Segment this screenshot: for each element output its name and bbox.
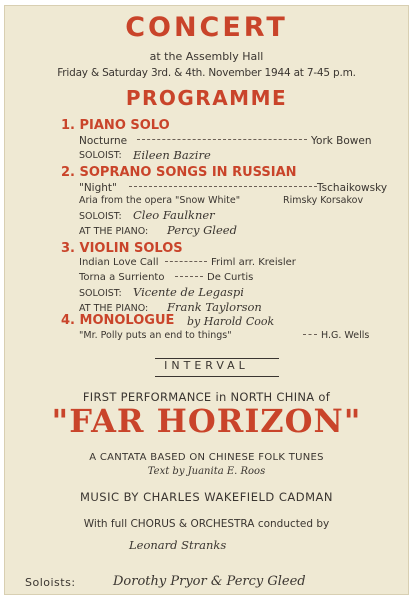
first-performance-line: FIRST PERFORMANCE in NORTH CHINA of — [82, 390, 331, 404]
work-title: "FAR HORIZON" — [51, 402, 362, 440]
item-4-heading: 4. MONOLOGUE — [61, 313, 175, 328]
item-3-composer-2: De Curtis — [207, 272, 254, 283]
item-4-by: by Harold Cook — [187, 315, 275, 328]
concert-poster — [4, 5, 409, 595]
item-1-heading: 1. PIANO SOLO — [61, 118, 170, 133]
music-by-line: MUSIC BY CHARLES WAKEFIELD CADMAN — [79, 490, 334, 504]
item-2-piece-2: Aria from the opera "Snow White" — [79, 195, 241, 206]
item-2-heading: 2. SOPRANO SONGS IN RUSSIAN — [61, 165, 297, 180]
conductor-name: Leonard Stranks — [129, 538, 227, 552]
item-4-piece: "Mr. Polly puts an end to things" — [79, 330, 232, 341]
venue-line: at the Assembly Hall — [149, 50, 264, 63]
item-1-soloist: Eileen Bazire — [133, 148, 211, 162]
leader-dots — [303, 334, 317, 335]
item-3-piece-1: Indian Love Call — [79, 257, 159, 268]
item-2-composer-1: Tschaikowsky — [317, 182, 388, 194]
programme-heading: PROGRAMME — [125, 86, 288, 110]
item-2-composer-2: Rimsky Korsakov — [283, 195, 364, 206]
item-3-soloist: Vicente de Legaspi — [133, 285, 244, 299]
item-3-heading: 3. VIOLIN SOLOS — [61, 241, 183, 256]
item-2-piece-1: "Night" — [79, 182, 117, 194]
item-2-soloist-label: SOLOIST: — [79, 211, 122, 222]
item-1-piece: Nocturne — [79, 135, 128, 147]
chorus-line: With full CHORUS & ORCHESTRA conducted by — [83, 518, 330, 530]
leader-dots — [175, 276, 203, 277]
item-3-pianist: Frank Taylorson — [167, 300, 262, 314]
item-2-piano-label: AT THE PIANO: — [79, 226, 149, 237]
leader-dots — [165, 261, 207, 262]
item-1-composer: York Bowen — [311, 135, 372, 147]
poster-title: CONCERT — [125, 12, 288, 43]
text-by-line: Text by Juanita E. Roos — [147, 466, 266, 477]
item-3-piece-2: Torna a Surriento — [79, 272, 165, 283]
item-3-composer-1: Friml arr. Kreisler — [211, 257, 296, 268]
item-3-piano-label: AT THE PIANO: — [79, 303, 149, 314]
soloists-label: Soloists: — [25, 576, 76, 589]
interval-label: INTERVAL — [164, 359, 249, 372]
item-4-author: H.G. Wells — [321, 330, 370, 341]
soloists-names: Dorothy Pryor & Percy Gleed — [113, 574, 306, 589]
item-2-pianist: Percy Gleed — [167, 223, 237, 237]
leader-dots — [129, 186, 317, 187]
item-3-soloist-label: SOLOIST: — [79, 288, 122, 299]
item-2-soloist: Cleo Faulkner — [133, 208, 215, 222]
date-line: Friday & Saturday 3rd. & 4th. November 1944 at 7-45 p.m. — [57, 67, 356, 79]
cantata-line: A CANTATA BASED ON CHINESE FOLK TUNES — [89, 452, 324, 463]
leader-dots — [137, 139, 307, 140]
item-1-soloist-label: SOLOIST: — [79, 150, 122, 161]
